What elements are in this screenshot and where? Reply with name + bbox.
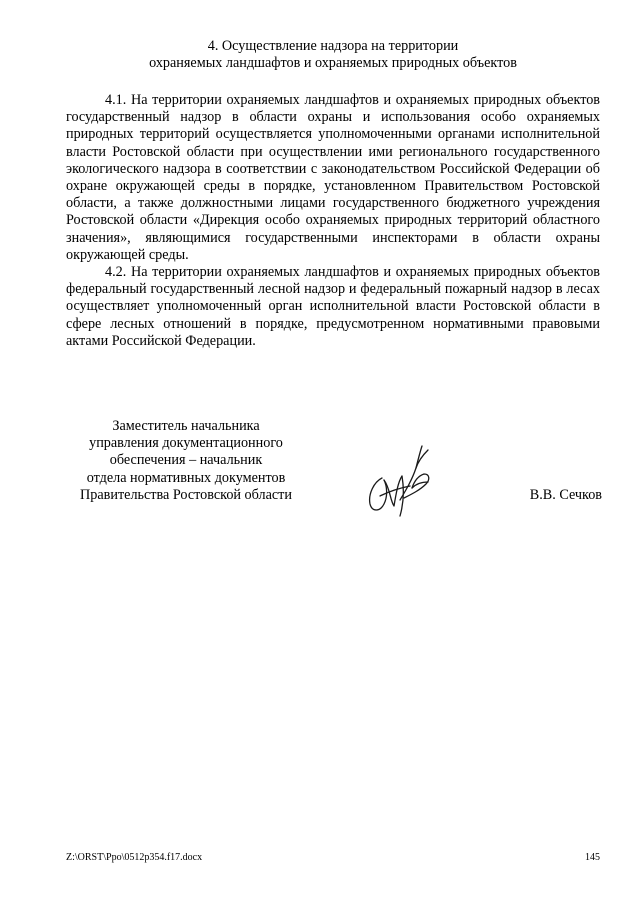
footer-page-number: 145	[585, 852, 600, 863]
signatory-title-line: обеспечения – начальник	[109, 452, 263, 469]
signatory-title-line: Правительства Ростовской области	[80, 486, 292, 503]
section-heading-line-1: 4. Осуществление надзора на территории	[207, 38, 459, 54]
signatory-title-line: отдела нормативных документов	[86, 469, 286, 486]
signer-name: В.В. Сечков	[529, 487, 602, 503]
signatory-title-line: управления документационного	[89, 435, 283, 452]
section-heading	[66, 38, 600, 72]
handwritten-signature-icon	[360, 438, 435, 520]
footer-file-path: Z:\ORST\Ppo\0512p354.f17.docx	[66, 852, 203, 863]
signatory-title-line: Заместитель начальника	[112, 418, 260, 434]
body-text	[66, 92, 600, 350]
section-heading-line-2: охраняемых ландшафтов и охраняемых природных объектов	[149, 55, 517, 71]
paragraph-4-2: 4.2. На территории охраняемых ландшафтов и охраняемых природных объектов федеральный государственный лесной надзор и федеральный пожарный надзор в лесах осуществляет уполномоченный орган исполнительной власти Ростовской области в сфере лесных отношений в порядке, предусмотренном нормативными правовыми актами Российской Федерации.	[66, 264, 600, 349]
signatory-title	[66, 418, 306, 504]
paragraph-4-1: 4.1. На территории охраняемых ландшафтов и охраняемых природных объектов государственный надзор в области охраны и использования особо охраняемых природных территорий осуществляется уполномоченными органами исполнительной власти Ростовской области при осуществлении ими регионального государственного экологического надзора в соответствии с законодательством Российской Федерации об охране окружающей среды в порядке, установленном Правительством Ростовской области, а также должностными лицами государственного бюджетного учреждения Ростовской области «Дирекция особо охраняемых природных территорий областного значения», являющимися государственными инспекторами в области охраны окружающей среды.	[66, 92, 600, 263]
